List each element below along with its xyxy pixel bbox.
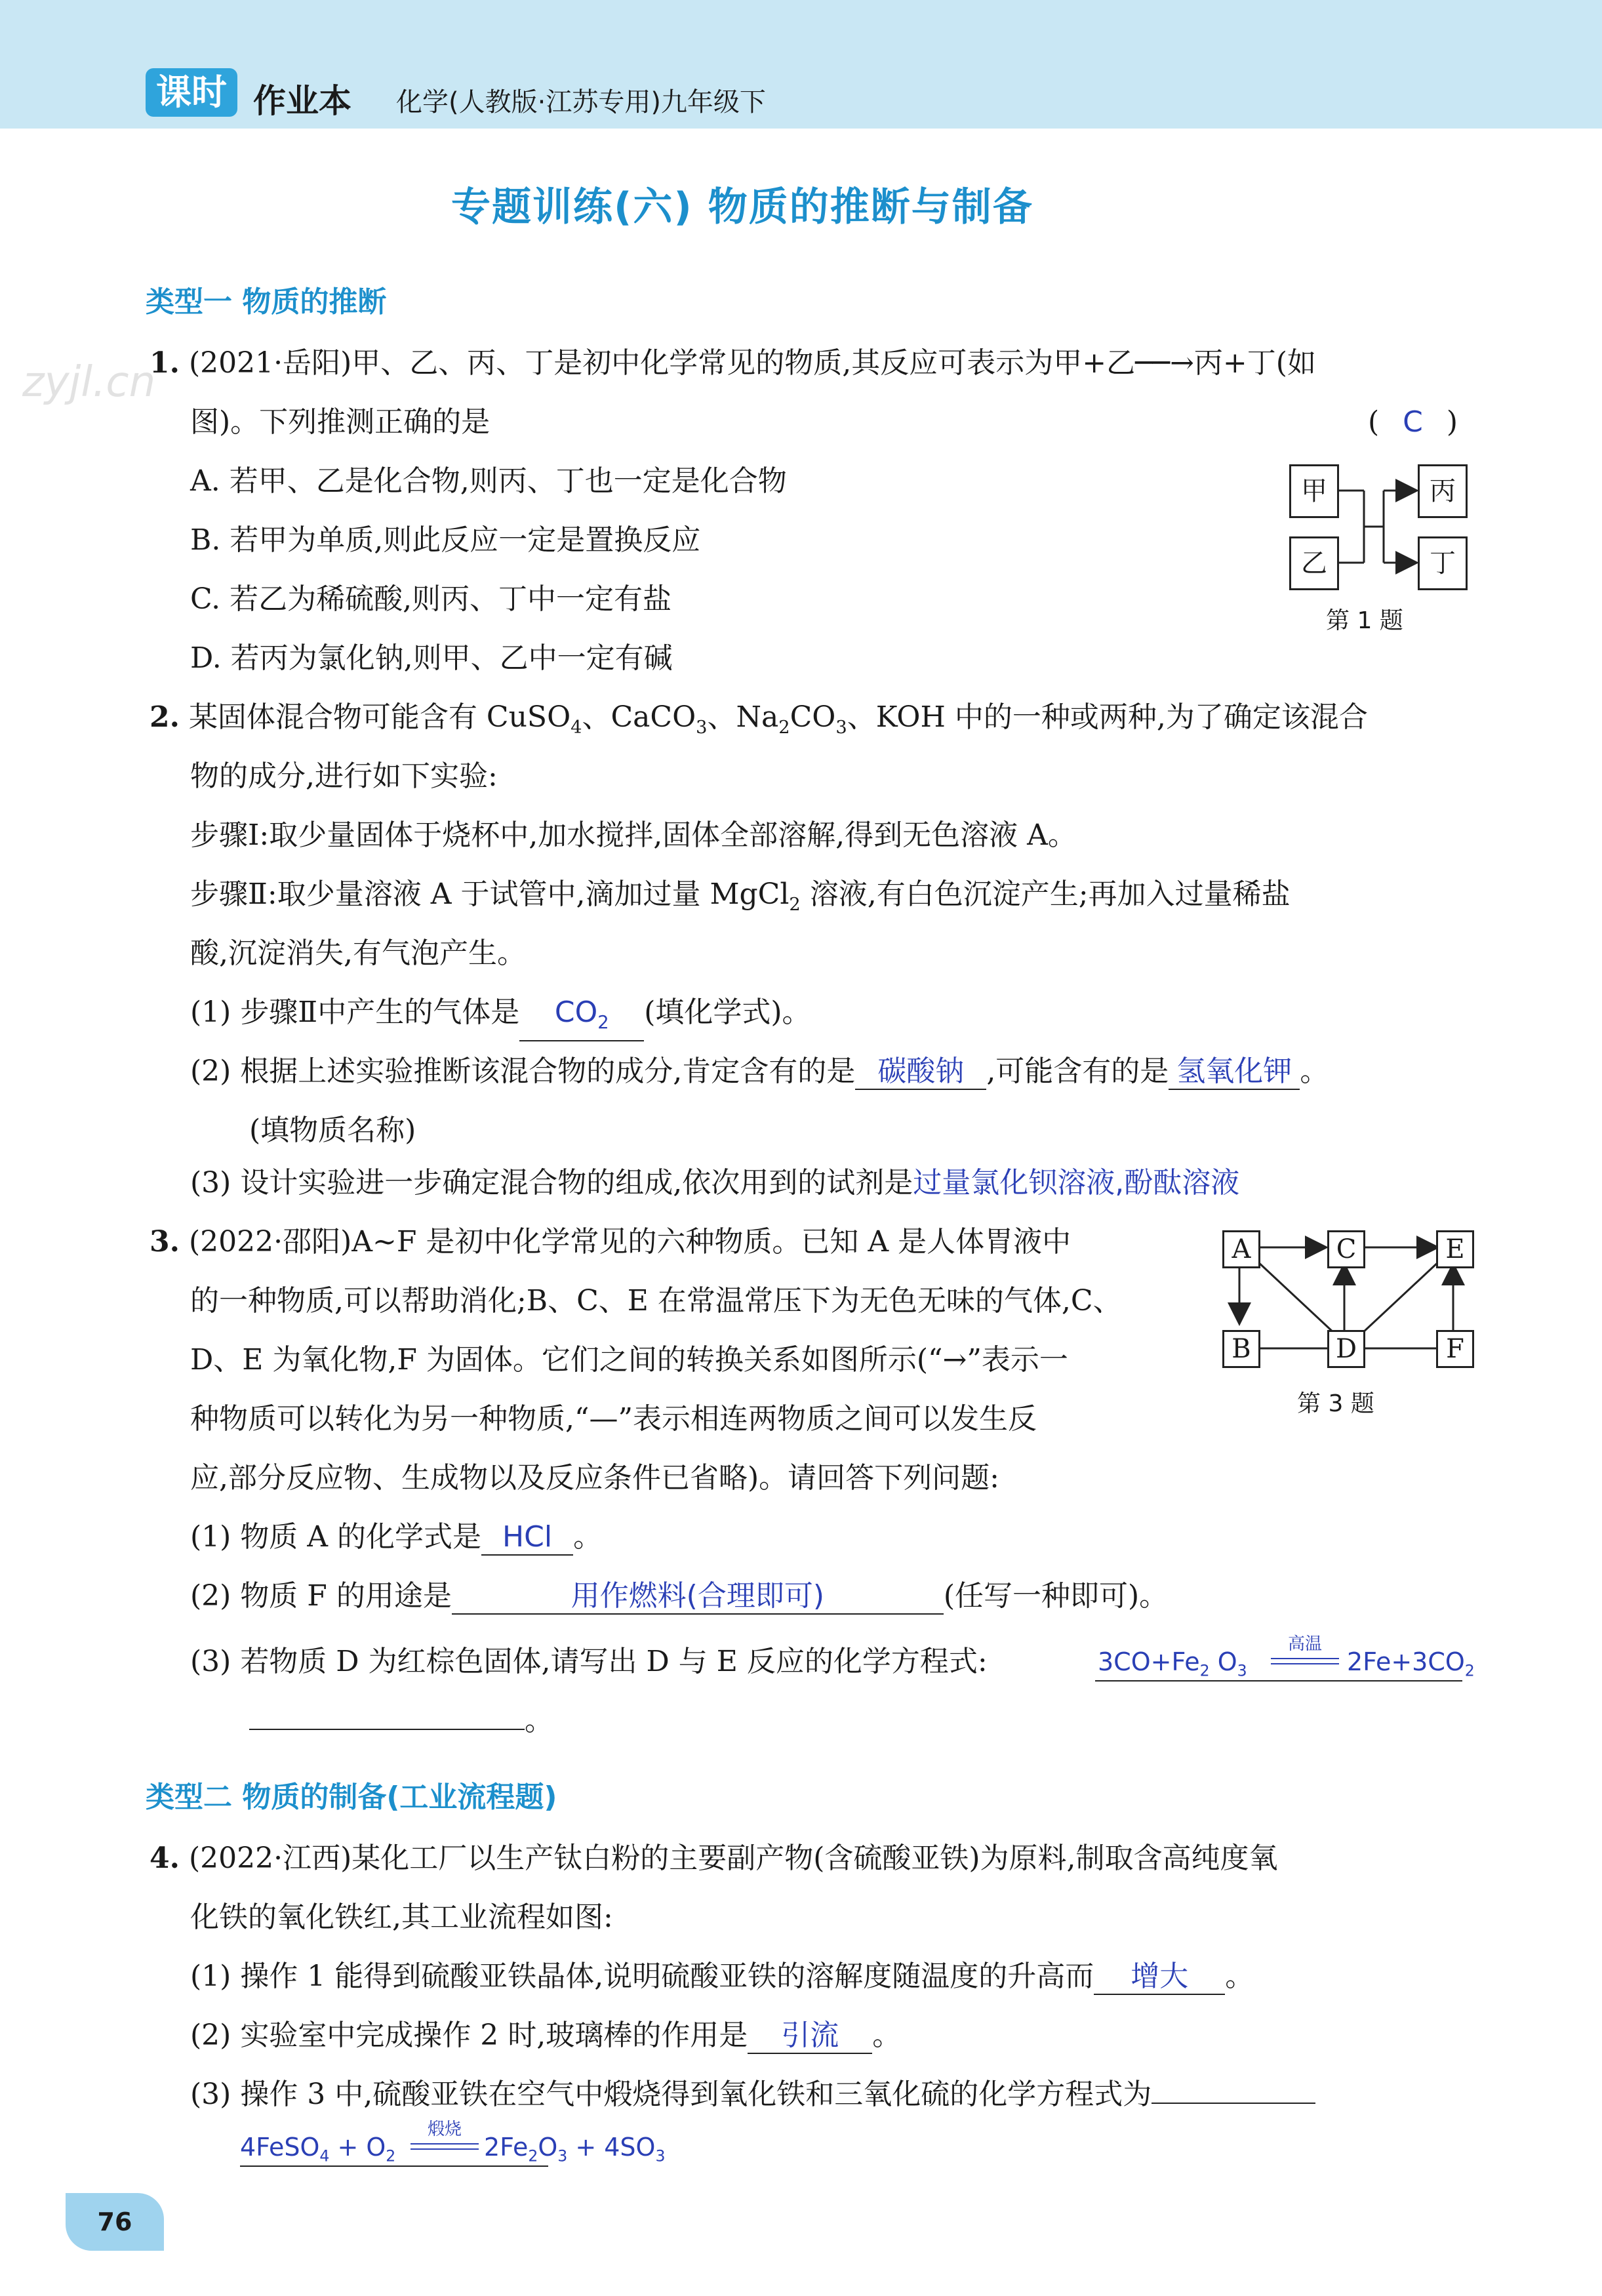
q2-sub2-text: (2) 根据上述实验推断该混合物的成分,肯定含有的是 (190, 1055, 856, 1088)
q1-option-d: D. 若丙为氯化钠,则甲、乙中一定有碱 (190, 641, 673, 675)
q1-diagram-caption: 第 1 题 (1326, 607, 1403, 634)
section-heading-2: 类型二 物质的制备(工业流程题) (146, 1781, 557, 1814)
diagram-node-d: D (1327, 1330, 1365, 1368)
q3-stem-2: 的一种物质,可以帮助消化;B、C、E 在常温常压下为无色无味的气体,C、 (190, 1284, 1122, 1318)
q3-sub1-text: (1) 物质 A 的化学式是 (190, 1520, 482, 1554)
q2-text: CO (790, 700, 836, 734)
q4-number: 4. (150, 1842, 180, 1875)
q4-sub2-answer: 引流 (748, 2019, 872, 2054)
diagram-node-c: C (1327, 1230, 1365, 1268)
sub: 3 (655, 2146, 666, 2165)
sub: 3 (557, 2146, 568, 2165)
sub: 3 (1237, 1661, 1247, 1680)
q4-stem-2: 化铁的氧化铁红,其工业流程如图: (190, 1901, 613, 1934)
q3-sub2-text: (任写一种即可)。 (943, 1579, 1169, 1613)
q4-sub2-text: 。 (872, 2019, 902, 2052)
q1-answer: C (1403, 405, 1423, 439)
q2-sub3-text: (3) 设计实验进一步确定混合物的组成,依次用到的试剂是 (190, 1166, 913, 1199)
q3-sub1-text: 。 (573, 1520, 603, 1554)
q1-stem-1: (2021·岳阳)甲、乙、丙、丁是初中化学常见的物质,其反应可表示为甲+乙──→丙+丁(如 (188, 346, 1316, 380)
sub: 2 (778, 717, 790, 738)
diagram-node-a: A (1222, 1230, 1260, 1268)
equals-line-bottom (411, 2148, 479, 2150)
q2-text: 步骤Ⅱ:取少量溶液 A 于试管中,滴加过量 MgCl (190, 877, 790, 911)
q1-option-b: B. 若甲为单质,则此反应一定是置换反应 (190, 523, 701, 557)
diagram-box-bing: 丙 (1418, 464, 1468, 518)
q4-sub3-answer-left (240, 2133, 395, 2165)
q3-sub3 (190, 1642, 988, 1682)
q2-text: 溶液,有白色沉淀产生;再加入过量稀盐 (800, 877, 1291, 911)
watermark: zyjl.cn (22, 358, 156, 407)
q2-sub2 (190, 1052, 1329, 1091)
q3-stem-3: D、E 为氧化物,F 为固体。它们之间的转换关系如图所示(“→”表示一 (190, 1343, 1068, 1377)
q2-step2 (190, 875, 1291, 925)
sub: 3 (835, 717, 847, 738)
eq-part: 2Fe (484, 2133, 529, 2162)
q3-sub3-answer-left (1098, 1647, 1247, 1680)
sub: 3 (696, 717, 708, 738)
q4-sub3-answer-blank (240, 2120, 666, 2167)
q3-sub2 (190, 1577, 1168, 1616)
q3-sub3-text: (3) 若物质 D 为红棕色固体,请写出 D 与 E 反应的化学方程式: (190, 1645, 988, 1678)
page-title: 专题训练(六) 物质的推断与制备 (451, 184, 1033, 230)
sub: 2 (597, 1012, 609, 1033)
q4-sub2-text: (2) 实验室中完成操作 2 时,玻璃棒的作用是 (190, 2019, 748, 2052)
sub: 2 (789, 894, 801, 915)
q1-option-a: A. 若甲、乙是化合物,则丙、丁也一定是化合物 (190, 464, 787, 498)
q2-sub1-answer-blank (519, 996, 644, 1041)
q2-sub2-answer2: 氢氧化钾 (1169, 1055, 1300, 1090)
q2-sub3 (190, 1163, 1239, 1203)
q4-sub3 (190, 2075, 1315, 2114)
q2-sub2-answer1: 碳酸钠 (855, 1055, 986, 1090)
equals-line-top (411, 2143, 479, 2145)
paren-open: ( (1368, 405, 1380, 439)
sub: 2 (1199, 1661, 1210, 1680)
q2-text: 、Na (707, 700, 779, 734)
eq-part: 4FeSO (240, 2133, 320, 2162)
q4-sub1-answer: 增大 (1094, 1960, 1225, 1995)
section-heading-1: 类型一 物质的推断 (146, 285, 387, 319)
q1-number: 1. (150, 346, 180, 380)
q4-sub2 (190, 2016, 901, 2055)
eq-part: O (538, 2133, 558, 2162)
q4-sub3-blank (1151, 2103, 1315, 2104)
diagram-node-e: E (1436, 1230, 1474, 1268)
q3-stem-5: 应,部分反应物、生成物以及反应条件已省略)。请回答下列问题: (190, 1461, 999, 1495)
q3-sub3-end: 。 (525, 1704, 553, 1737)
q2-sub2-text: ,可能含有的是 (986, 1055, 1169, 1088)
equals-line-bottom (1271, 1663, 1339, 1664)
q2-sub2-text: 。 (1300, 1055, 1329, 1088)
q2-text: 、CaCO (582, 700, 696, 734)
eq-part: 2Fe+3CO (1347, 1647, 1465, 1676)
q1-option-c: C. 若乙为稀硫酸,则丙、丁中一定有盐 (190, 582, 672, 616)
q2-sub1-answer: CO (554, 996, 598, 1029)
q4-sub1 (190, 1957, 1254, 1996)
q2-text: 某固体混合物可能含有 CuSO (188, 700, 571, 734)
brand-name: 作业本 (253, 82, 351, 120)
q2-step2-line2: 酸,沉淀消失,有气泡产生。 (190, 937, 526, 970)
sub: 4 (319, 2146, 330, 2165)
q2-sub1 (190, 993, 811, 1041)
q3-number: 3. (150, 1225, 180, 1259)
eq-part: + 4SO (567, 2133, 656, 2162)
q2-step1: 步骤Ⅰ:取少量固体于烧杯中,加水搅拌,固体全部溶解,得到无色溶液 A。 (190, 818, 1077, 852)
q2-line2: 物的成分,进行如下实验: (190, 759, 498, 793)
q3-sub2-answer: 用作燃料(合理即可) (452, 1579, 944, 1615)
q4-sub1-text: (1) 操作 1 能得到硫酸亚铁晶体,说明硫酸亚铁的溶解度随温度的升高而 (190, 1960, 1094, 1993)
q2-sub2-line2: (填物质名称) (249, 1114, 416, 1147)
q3-sub3-continuation (249, 1701, 553, 1741)
q3-sub3-blank-continued (249, 1729, 525, 1730)
q3-sub3-answer-blank (1095, 1634, 1475, 1682)
eq-part: + O (329, 2133, 386, 2162)
q4-line1 (150, 1839, 1278, 1878)
q3-sub1 (190, 1518, 602, 1557)
q3-line1 (150, 1222, 1071, 1262)
q3-sub2-text: (2) 物质 F 的用途是 (190, 1579, 452, 1613)
q1-stem-2: 图)。下列推测正确的是 (190, 405, 491, 439)
q4-stem-1: (2022·江西)某化工厂以生产钛白粉的主要副产物(含硫酸亚铁)为原料,制取含高纯度氧 (188, 1842, 1278, 1875)
series-logo: 课时 (146, 68, 237, 117)
q2-line1 (150, 698, 1368, 748)
q4-sub3-condition: 煅烧 (427, 2120, 462, 2139)
q3-stem-4: 种物质可以转化为另一种物质,“—”表示相连两物质之间可以发生反 (190, 1402, 1037, 1436)
q1-line1 (150, 344, 1316, 383)
page-number: 76 (66, 2193, 164, 2251)
q2-sub3-answer: 过量氯化钡溶液,酚酞溶液 (913, 1166, 1240, 1199)
book-info: 化学(人教版·江苏专用)九年级下 (396, 87, 766, 117)
sub: 4 (571, 717, 582, 738)
page-header (0, 0, 1602, 129)
eq-part: 3CO+Fe (1098, 1647, 1200, 1676)
paren-close: ) (1446, 405, 1458, 439)
diagram-box-jia: 甲 (1289, 464, 1339, 518)
diagram-node-b: B (1222, 1330, 1260, 1368)
q3-diagram-caption: 第 3 题 (1297, 1390, 1374, 1417)
q1-answer-bracket (1368, 403, 1458, 442)
eq-part: O (1209, 1647, 1237, 1676)
q2-text: 、KOH 中的一种或两种,为了确定该混合 (847, 700, 1368, 734)
q2-number: 2. (150, 700, 180, 734)
diagram-node-f: F (1436, 1330, 1474, 1368)
q2-sub1-text: (填化学式)。 (644, 996, 811, 1029)
q4-sub3-answer-right (484, 2133, 665, 2165)
diagram-box-ding: 丁 (1418, 536, 1468, 590)
q2-sub1-text: (1) 步骤Ⅱ中产生的气体是 (190, 996, 520, 1029)
q4-sub1-text: 。 (1225, 1960, 1254, 1993)
q3-sub3-condition: 高温 (1287, 1634, 1322, 1654)
q3-sub3-answer-right (1347, 1647, 1475, 1680)
sub: 2 (1464, 1661, 1475, 1680)
sub: 2 (386, 2146, 396, 2165)
q3-sub1-answer: HCl (481, 1520, 573, 1556)
equals-line-top (1271, 1658, 1339, 1659)
sub: 2 (528, 2146, 538, 2165)
q3-stem-1: (2022·邵阳)A~F 是初中化学常见的六种物质。已知 A 是人体胃液中 (188, 1225, 1071, 1259)
diagram-box-yi: 乙 (1289, 536, 1339, 590)
q4-sub3-text: (3) 操作 3 中,硫酸亚铁在空气中煅烧得到氧化铁和三氧化硫的化学方程式为 (190, 2078, 1152, 2111)
